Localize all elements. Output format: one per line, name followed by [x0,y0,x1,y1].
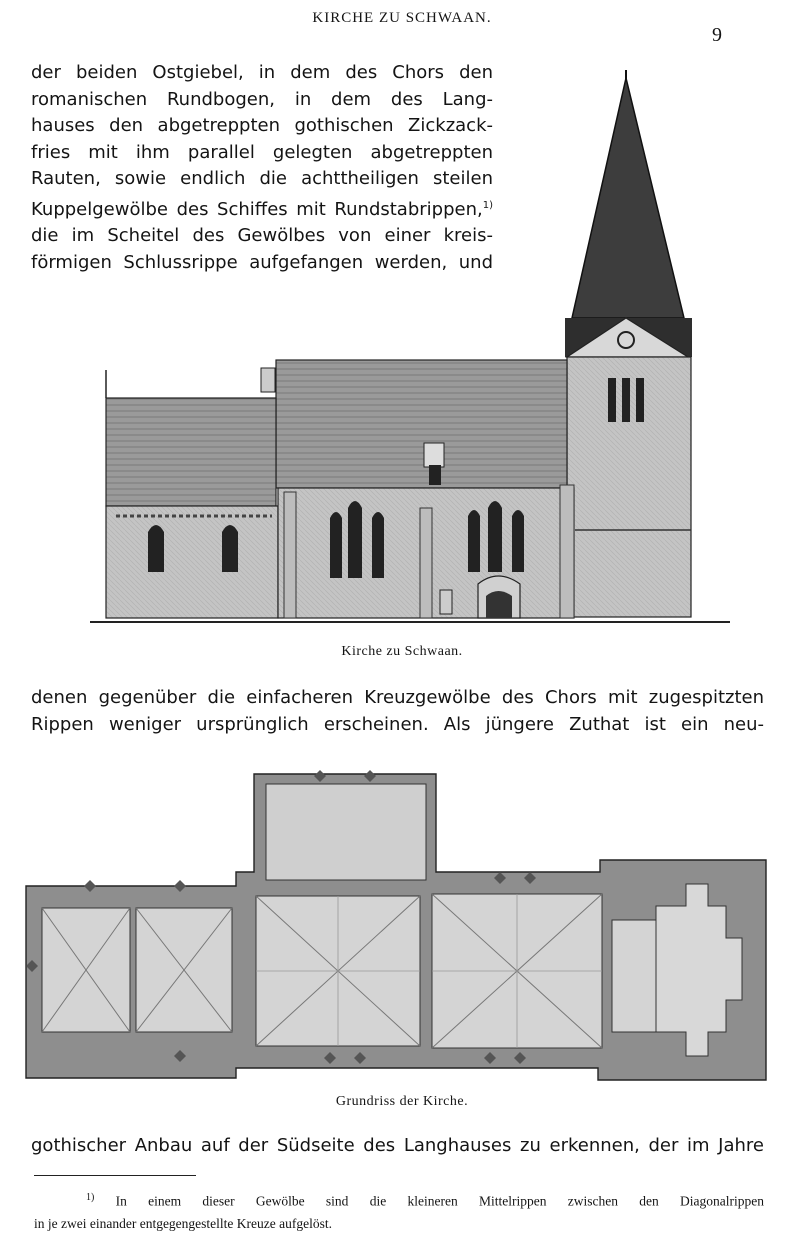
text-line: der beiden Ostgiebel, in dem des Chors den [31,62,493,83]
text-line: hauses den abgetreppten gothischen Zickzack- [31,115,493,136]
text-line: förmigen Schlussrippe aufgefangen werden, und [31,251,493,273]
text-line: denen gegenüber die einfacheren Kreuzgewölbe des Chors mit zugespitzten [31,687,764,708]
footnote-line: in je zwei einander entgegengestellte Kreuze aufgelöst. [34,1215,332,1231]
figure-caption-plan: Grundriss der Kirche. [335,1094,469,1109]
footnote-text: In einem dieser Gewölbe sind die kleineren Mittelrippen zwischen den Diagonalrippen [115,1193,764,1209]
text-line: Kuppelgewölbe des Schiffes mit Rundstabrippen, [31,198,483,220]
footnote-line [34,1187,764,1213]
text-line: Rippen weniger ursprünglich erscheinen. Als jüngere Zuthat ist ein neu- [31,713,764,735]
footnote-marker: 1) [86,1192,95,1203]
church-ground-plan [0,760,804,1090]
footnote [34,1187,764,1235]
text-line: romanischen Rundbogen, in dem des Lang- [31,88,493,110]
figure-caption-elevation: Kirche zu Schwaan. [341,644,463,659]
text-line: fries mit ihm parallel gelegten abgetreppten [31,141,493,163]
footnote-rule [34,1175,196,1176]
text-line: die im Scheitel des Gewölbes von einer kreis- [31,225,493,246]
paragraph-bottom [31,1133,764,1160]
footnote-reference: 1) [482,199,493,211]
text-line: gothischer Anbau auf der Südseite des Langhauses zu erkennen, der im Jahre [31,1135,764,1156]
paragraph-middle [31,685,764,738]
running-head: KIRCHE ZU SCHWAAN. [312,10,492,26]
text-line: Rauten, sowie endlich die achttheiligen steilen [31,168,493,189]
page-number: 9 [712,24,722,46]
